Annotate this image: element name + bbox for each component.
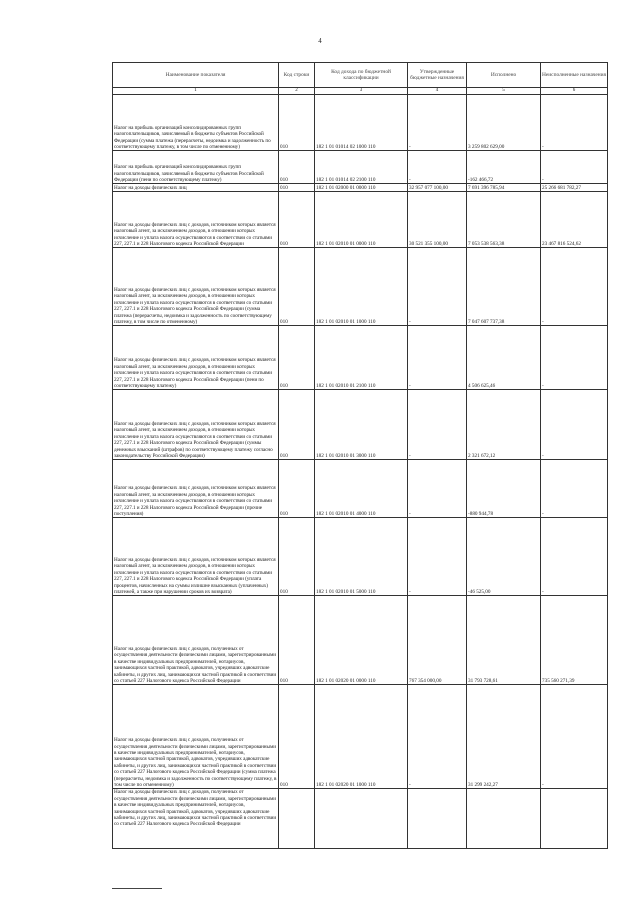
approved-amount: - — [408, 460, 467, 518]
line-code: 010 — [279, 326, 315, 390]
unexecuted-amount — [541, 789, 608, 849]
executed-amount: 4 506 625,46 — [467, 326, 541, 390]
unexecuted-amount: 735 560 271,39 — [541, 596, 608, 685]
executed-amount: 2 321 672,12 — [467, 390, 541, 460]
unexecuted-amount: - — [541, 390, 608, 460]
approved-amount: - — [408, 248, 467, 326]
header-income-code: Код дохода по бюджетной классификации — [315, 63, 408, 88]
unexecuted-amount: - — [541, 685, 608, 789]
column-number: 6 — [541, 88, 608, 95]
column-number: 1 — [113, 88, 279, 95]
executed-amount: -46 525,00 — [467, 518, 541, 596]
income-code: 182 1 01 02010 01 5000 110 — [315, 518, 408, 596]
line-code: 010 — [279, 248, 315, 326]
header-row — [113, 63, 608, 88]
column-number: 3 — [315, 88, 408, 95]
indicator-name: Налог на прибыль организаций консолидированных групп налогоплательщиков, зачисляемый в бюджеты субъектов Российской Федерации (пени по соответствующему платежу) — [113, 151, 279, 184]
approved-amount: 30 521 355 100,00 — [408, 192, 467, 248]
indicator-name: Налог на доходы физических лиц с доходов, источником которых является налоговый агент, за исключением доходов, в отношении которых исчисление и уплата налога осуществляются в соответствии со статьями 227, 227.1 и 228 Налогового кодекса Российской Федерации (сумма платежа (перерасчеты, недоимка и задолженность по соответствующему платежу, в том числе по отмененному) — [113, 248, 279, 326]
line-code: 010 — [279, 151, 315, 184]
header-indicator-name: Наименование показателя — [113, 63, 279, 88]
approved-amount — [408, 789, 467, 849]
unexecuted-amount: 25 266 681 782,27 — [541, 184, 608, 192]
executed-amount: -880 944,78 — [467, 460, 541, 518]
executed-amount: -162 466,72 — [467, 151, 541, 184]
indicator-name: Налог на доходы физических лиц с доходов, полученных от осуществления деятельности физическими лицами, зарегистрированными в качестве индивидуальных предпринимателей, нотариусов, занимающихся частной практикой, адвокатов, учредивших адвокатские кабинеты, и других лиц, занимающихся частной практикой в соответствии со статьей 227 Налогового кодекса Российской Федерации — [113, 789, 279, 849]
table-row — [113, 326, 608, 390]
unexecuted-amount: 23 467 816 524,62 — [541, 192, 608, 248]
indicator-name: Налог на доходы физических лиц с доходов, источником которых является налоговый агент, за исключением доходов, в отношении которых исчисление и уплата налога осуществляются в соответствии со статьями 227, 227.1 и 228 Налогового кодекса Российской Федерации (прочие поступления) — [113, 460, 279, 518]
header-line-code: Код строки — [279, 63, 315, 88]
column-number: 2 — [279, 88, 315, 95]
income-code: 182 1 01 02010 01 1000 110 — [315, 248, 408, 326]
table-row — [113, 460, 608, 518]
table-row — [113, 518, 608, 596]
income-code: 182 1 01 02020 01 0000 110 — [315, 596, 408, 685]
income-code: 182 1 01 02010 01 0000 110 — [315, 192, 408, 248]
approved-amount: - — [408, 685, 467, 789]
unexecuted-amount: - — [541, 151, 608, 184]
line-code: 010 — [279, 192, 315, 248]
line-code: 010 — [279, 184, 315, 192]
income-code: 182 1 01 01014 02 2100 110 — [315, 151, 408, 184]
indicator-name: Налог на прибыль организаций консолидированных групп налогоплательщиков, зачисляемый в бюджеты субъектов Российской Федерации (сумма платежа (перерасчеты, недоимка и задолженность по соответствующему платежу, в том числе по отмененному) — [113, 95, 279, 151]
column-numbers-row — [113, 88, 608, 95]
table-row — [113, 192, 608, 248]
table-row — [113, 596, 608, 685]
indicator-name: Налог на доходы физических лиц с доходов, источником которых является налоговый агент, за исключением доходов, в отношении которых исчисление и уплата налога осуществляются в соответствии со статьями 227, 227.1 и 228 Налогового кодекса Российской Федерации — [113, 192, 279, 248]
approved-amount: 767 354 000,00 — [408, 596, 467, 685]
executed-amount: 7 691 396 785,94 — [467, 184, 541, 192]
executed-amount: 7 053 538 563,38 — [467, 192, 541, 248]
indicator-name: Налог на доходы физических лиц с доходов, источником которых является налоговый агент, за исключением доходов, в отношении которых исчисление и уплата налога осуществляются в соответствии со статьями 227, 227.1 и 228 Налогового кодекса Российской Федерации (суммы денежных взысканий (штрафов) по соответствующему платежу согласно законодательству Российской Федерации) — [113, 390, 279, 460]
income-code: 182 1 01 02010 01 4000 110 — [315, 460, 408, 518]
table-row — [113, 789, 608, 849]
approved-amount: 32 957 077 100,00 — [408, 184, 467, 192]
indicator-name: Налог на доходы физических лиц с доходов, источником которых является налоговый агент, за исключением доходов, в отношении которых исчисление и уплата налога осуществляются в соответствии со статьями 227, 227.1 и 228 Налогового кодекса Российской Федерации (пени по соответствующему платежу) — [113, 326, 279, 390]
table-row — [113, 685, 608, 789]
line-code: 010 — [279, 460, 315, 518]
income-code — [315, 789, 408, 849]
table-row — [113, 95, 608, 151]
indicator-name: Налог на доходы физических лиц с доходов, источником которых является налоговый агент, за исключением доходов, в отношении которых исчисление и уплата налога осуществляются в соответствии со статьями 227, 227.1 и 228 Налогового кодекса Российской Федерации (уплата процентов, начисленных на суммы излишне взысканных (уплаченных) платежей, а также при нарушении сроков их возврата) — [113, 518, 279, 596]
line-code: 010 — [279, 518, 315, 596]
executed-amount — [467, 789, 541, 849]
footnote-separator — [112, 888, 162, 889]
indicator-name: Налог на доходы физических лиц с доходов, полученных от осуществления деятельности физическими лицами, зарегистрированными в качестве индивидуальных предпринимателей, нотариусов, занимающихся частной практикой, адвокатов, учредивших адвокатские кабинеты, и других лиц, занимающихся частной практикой в соответствии со статьей 227 Налогового кодекса Российской Федерации (сумма платежа (перерасчеты, недоимка и задолженность по соответствующему платежу, в том числе по отмененному) — [113, 685, 279, 789]
approved-amount: - — [408, 518, 467, 596]
income-code: 182 1 01 02010 01 3000 110 — [315, 390, 408, 460]
income-code: 182 1 01 01014 02 1000 110 — [315, 95, 408, 151]
header-executed: Исполнено — [467, 63, 541, 88]
indicator-name: Налог на доходы физических лиц с доходов, полученных от осуществления деятельности физическими лицами, зарегистрированными в качестве индивидуальных предпринимателей, нотариусов, занимающихся частной практикой, адвокатов, учредивших адвокатские кабинеты, и других лиц, занимающихся частной практикой в соответствии со статьей 227 Налогового кодекса Российской Федерации — [113, 596, 279, 685]
line-code — [279, 789, 315, 849]
table-row — [113, 151, 608, 184]
header-approved: Утвержденные бюджетные назначения — [408, 63, 467, 88]
unexecuted-amount: - — [541, 460, 608, 518]
executed-amount: 7 047 607 737,38 — [467, 248, 541, 326]
table-body — [113, 88, 608, 849]
unexecuted-amount: - — [541, 518, 608, 596]
header-unexecuted: Неисполненные назначения — [541, 63, 608, 88]
approved-amount: - — [408, 151, 467, 184]
table-row — [113, 184, 608, 192]
executed-amount: 31 299 242,27 — [467, 685, 541, 789]
executed-amount: 3 259 802 629,00 — [467, 95, 541, 151]
table-row — [113, 390, 608, 460]
approved-amount: - — [408, 390, 467, 460]
approved-amount: - — [408, 326, 467, 390]
unexecuted-amount: - — [541, 95, 608, 151]
column-number: 4 — [408, 88, 467, 95]
unexecuted-amount: - — [541, 248, 608, 326]
line-code: 010 — [279, 685, 315, 789]
approved-amount: - — [408, 95, 467, 151]
line-code: 010 — [279, 390, 315, 460]
budget-execution-table — [112, 62, 608, 849]
income-code: 182 1 01 02020 01 1000 110 — [315, 685, 408, 789]
income-code: 182 1 01 02000 01 0000 110 — [315, 184, 408, 192]
column-number: 5 — [467, 88, 541, 95]
executed-amount: 31 793 728,61 — [467, 596, 541, 685]
table-row — [113, 248, 608, 326]
line-code: 010 — [279, 596, 315, 685]
line-code: 010 — [279, 95, 315, 151]
unexecuted-amount: - — [541, 326, 608, 390]
income-code: 182 1 01 02010 01 2100 110 — [315, 326, 408, 390]
page-number: 4 — [318, 37, 322, 45]
indicator-name: Налог на доходы физических лиц — [113, 184, 279, 192]
